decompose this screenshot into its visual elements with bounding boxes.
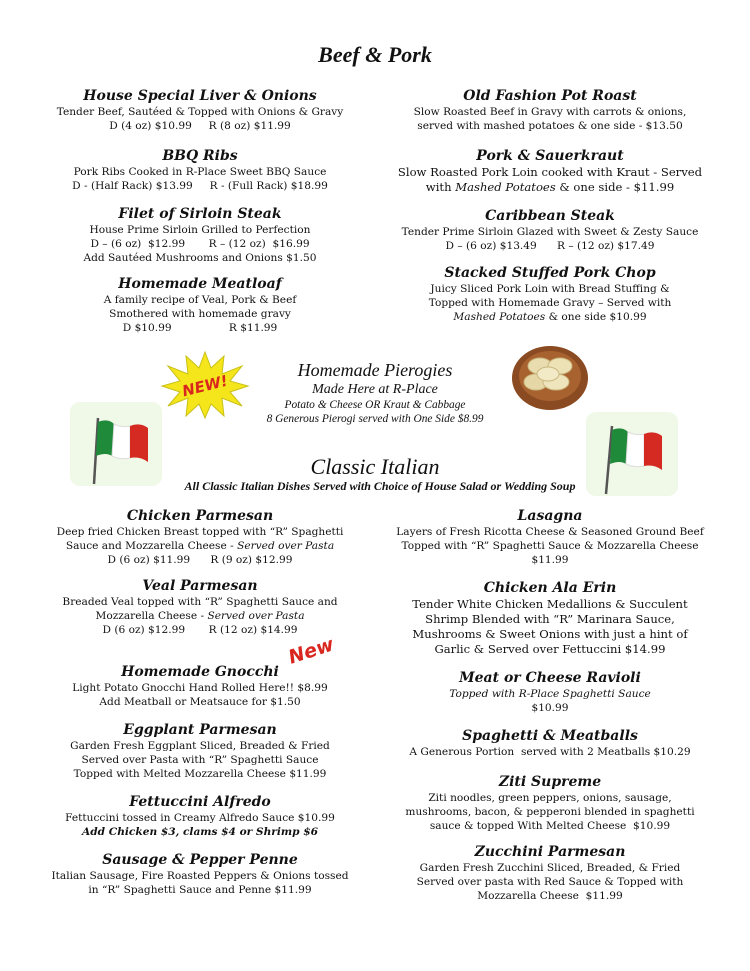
menu-item: [380, 264, 720, 324]
beef-pork-right-column: [380, 87, 720, 324]
item-description: Smothered with homemade gravy: [109, 308, 291, 320]
item-addon: Add Chicken $3, clams $4 or Shrimp $6: [82, 826, 318, 838]
item-description: Shrimp Blended with “R” Marinara Sauce,: [425, 612, 675, 626]
item-addon: Add Meatball or Meatsauce for $1.50: [99, 696, 301, 708]
item-price: D (6 oz) $11.99 R (9 oz) $12.99: [107, 554, 293, 566]
item-name: Ziti Supreme: [498, 774, 602, 790]
item-description: Layers of Fresh Ricotta Cheese & Seasoned Ground Beef: [396, 526, 704, 538]
menu-item: [380, 147, 720, 207]
menu-item: [380, 579, 720, 669]
item-description: A Generous Portion served with 2 Meatballs $10.29: [409, 746, 691, 758]
item-name: Fettuccini Alfredo: [129, 794, 271, 810]
flag-red-shape: [644, 432, 662, 470]
menu-item: [30, 147, 370, 205]
menu-item: [380, 207, 720, 264]
item-description: Pork Ribs Cooked in R-Place Sweet BBQ Sauce: [73, 166, 327, 178]
item-price: [380, 310, 720, 324]
item-price: Topped with Melted Mozzarella Cheese $11.99: [73, 768, 327, 780]
menu-item: [30, 851, 370, 897]
item-description: Light Potato Gnocchi Hand Rolled Here!! $8.99: [72, 682, 328, 694]
flag-white-shape: [626, 432, 644, 467]
item-name: Veal Parmesan: [142, 578, 258, 594]
gnocchi-new-label: New: [285, 633, 337, 669]
menu-item: [30, 87, 370, 147]
item-name: Spaghetti & Meatballs: [462, 728, 638, 744]
item-description: Tender Beef, Sautéed & Topped with Onions & Gravy: [56, 106, 344, 118]
item-name: Caribbean Steak: [485, 208, 615, 224]
item-description: Tender Prime Sirloin Glazed with Sweet & Zesty Sauce: [401, 226, 699, 238]
item-name: Pork & Sauerkraut: [476, 148, 624, 164]
item-description: [30, 539, 370, 553]
text-segment: Served over Pasta: [237, 540, 335, 552]
item-name: Zucchini Parmesan: [474, 844, 626, 860]
item-name: Chicken Parmesan: [126, 508, 274, 524]
item-price: D (4 oz) $10.99 R (8 oz) $11.99: [109, 120, 291, 132]
item-name: Lasagna: [517, 508, 583, 524]
item-description: House Prime Sirloin Grilled to Perfection: [89, 224, 311, 236]
item-name: Chicken Ala Erin: [483, 580, 617, 596]
item-description: Tender White Chicken Medallions & Succulent: [412, 597, 688, 611]
item-name: Homemade Gnocchi: [121, 664, 279, 680]
item-description: Served over Pasta with “R” Spaghetti Sauce: [81, 754, 319, 766]
item-description: Juicy Sliced Pork Loin with Bread Stuffing &: [430, 283, 670, 295]
item-price: Mozzarella Cheese $11.99: [477, 890, 623, 902]
item-price: D – (6 oz) $12.99 R – (12 oz) $16.99: [90, 238, 310, 250]
text-segment: Mozzarella Cheese -: [95, 610, 208, 622]
item-description: Topped with Homemade Gravy – Served with: [428, 297, 672, 309]
pierogi-shape: [537, 367, 559, 381]
menu-item: [380, 87, 720, 147]
text-segment: & one side - $11.99: [555, 180, 675, 194]
text-segment: & one side $10.99: [545, 311, 647, 323]
italian-right-column: [380, 507, 720, 903]
item-price: sauce & topped With Melted Cheese $10.99: [429, 820, 671, 832]
item-description: Slow Roasted Beef in Gravy with carrots & onions,: [413, 106, 687, 118]
item-description: Deep fried Chicken Breast topped with “R” Spaghetti: [56, 526, 344, 538]
item-description: Garden Fresh Eggplant Sliced, Breaded & Fried: [70, 740, 330, 752]
beef-pork-heading: Beef & Pork: [318, 42, 432, 67]
item-price: served with mashed potatoes & one side - $13.50: [417, 120, 683, 132]
classic-italian-subtitle: All Classic Italian Dishes Served with Choice of House Salad or Wedding Soup: [184, 479, 576, 493]
item-description: Garden Fresh Zucchini Sliced, Breaded, & Fried: [419, 862, 681, 874]
text-segment: Served over Pasta: [207, 610, 305, 622]
menu-item: [30, 507, 370, 577]
item-description: Fettuccini tossed in Creamy Alfredo Sauce $10.99: [65, 812, 335, 824]
pierogi-title: Homemade Pierogies: [297, 360, 453, 380]
item-name: House Special Liver & Onions: [83, 88, 317, 104]
item-name: Sausage & Pepper Penne: [102, 852, 298, 868]
item-name: Eggplant Parmesan: [123, 722, 277, 738]
menu-item: [30, 663, 370, 721]
menu-item: [380, 669, 720, 727]
pierogi-feature: [230, 360, 520, 426]
item-price: D (6 oz) $12.99 R (12 oz) $14.99: [102, 624, 298, 636]
menu-item: [30, 793, 370, 851]
item-description: Slow Roasted Pork Loin cooked with Kraut - Served: [397, 165, 703, 179]
item-description: [30, 609, 370, 623]
italian-flag-right-icon: [584, 408, 680, 500]
beef-pork-left-column: [30, 87, 370, 335]
item-description: Topped with R-Place Spaghetti Sauce: [449, 688, 651, 700]
menu-item: [380, 507, 720, 579]
item-description: Topped with “R” Spaghetti Sauce & Mozzarella Cheese: [401, 540, 699, 552]
item-name: Stacked Stuffed Pork Chop: [444, 265, 656, 281]
item-description: mushrooms, bacon, & pepperoni blended in spaghetti: [405, 806, 695, 818]
item-description: A family recipe of Veal, Pork & Beef: [103, 294, 297, 306]
item-name: BBQ Ribs: [162, 148, 238, 164]
new-badge-text: NEW!: [180, 371, 230, 401]
text-segment: Mashed Potatoes: [453, 311, 546, 323]
item-price: in “R” Spaghetti Sauce and Penne $11.99: [88, 884, 312, 896]
menu-item: [30, 205, 370, 275]
item-price: D - (Half Rack) $13.99 R - (Full Rack) $18.99: [72, 180, 328, 192]
flag-green-shape: [96, 420, 114, 456]
item-addon: Add Sautéed Mushrooms and Onions $1.50: [83, 252, 317, 264]
menu-item: [380, 773, 720, 843]
pierogi-subtitle: Made Here at R-Place: [312, 382, 438, 397]
classic-italian-heading: Classic Italian: [310, 454, 440, 479]
menu-item: [380, 727, 720, 773]
item-name: Old Fashion Pot Roast: [463, 88, 637, 104]
text-segment: Mashed Potatoes: [455, 180, 556, 194]
pierogi-price: 8 Generous Pierogi served with One Side $8.99: [266, 413, 484, 425]
italian-left-column: [30, 507, 370, 897]
item-price: D $10.99 R $11.99: [122, 322, 278, 334]
item-price: $11.99: [531, 554, 569, 566]
item-name: Meat or Cheese Ravioli: [459, 670, 641, 686]
item-description: Ziti noodles, green peppers, onions, sausage,: [428, 792, 672, 804]
item-price: $10.99: [531, 702, 569, 714]
pierogi-bowl-image: [510, 344, 590, 412]
item-name: Filet of Sirloin Steak: [118, 206, 282, 222]
item-price: Garlic & Served over Fettuccini $14.99: [434, 642, 666, 656]
item-description: Mushrooms & Sweet Onions with just a hint of: [412, 627, 688, 641]
item-name: Homemade Meatloaf: [118, 276, 282, 292]
item-price: D – (6 oz) $13.49 R – (12 oz) $17.49: [445, 240, 655, 252]
menu-item: [380, 843, 720, 903]
item-description: Served over pasta with Red Sauce & Topped with: [416, 876, 684, 888]
pierogi-description: Potato & Cheese OR Kraut & Cabbage: [284, 399, 466, 411]
text-segment: with: [425, 180, 456, 194]
flag-green-shape: [610, 428, 628, 464]
item-description: Italian Sausage, Fire Roasted Peppers & Onions tossed: [51, 870, 349, 882]
item-description: Breaded Veal topped with “R” Spaghetti Sauce and: [62, 596, 338, 608]
item-price: [380, 180, 720, 195]
menu-item: [30, 275, 370, 335]
text-segment: Sauce and Mozzarella Cheese -: [65, 540, 238, 552]
menu-item: [30, 721, 370, 793]
